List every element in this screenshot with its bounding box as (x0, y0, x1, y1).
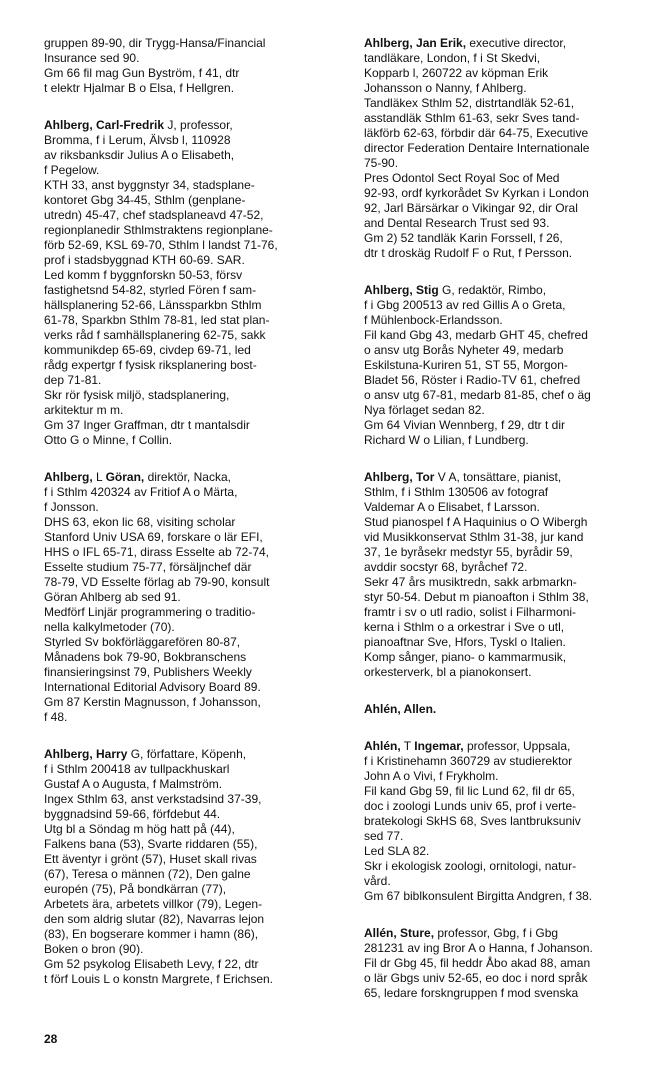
entry-paragraph: Gm 87 Kerstin Magnusson, f Johansson, f 48. (44, 695, 261, 724)
entry-initial: T (400, 739, 415, 753)
entry-paragraph: Fil kand Gbg 59, fil lic Lund 62, fil dr 65, doc i zoologi Lunds univ 65, prof i verte- bratekologi SkHS 68, Sves lantbruksuniv sed 77. (364, 784, 581, 843)
biography-entry (364, 470, 664, 680)
entry-paragraph: Stud pianospel f A Haquinius o O Wibergh vid Musikkonservat Sthlm 31-38, jur kand 37, 1e byråsekr medstyr 55, byrådir 59, avddir socstyr 68, byråchef 72. (364, 515, 588, 574)
entry-given-name: Göran, (105, 470, 145, 484)
entry-given-name: Carl-Fredrik (96, 118, 165, 132)
entry-given-name: Harry (96, 747, 128, 761)
biography-entry (44, 118, 344, 448)
entry-paragraph: Gm 52 psykolog Elisabeth Levy, f 22, dtr t förf Louis L o konstn Margrete, f Erichsen. (44, 957, 273, 986)
entry-paragraph: Gm 66 fil mag Gun Byström, f 41, dtr t elektr Hjalmar B o Elsa, f Hellgren. (44, 66, 240, 95)
entry-surname: Ahlén, (364, 739, 401, 753)
entry-heading (364, 926, 664, 941)
entry-paragraph: Sthlm, f i Sthlm 130506 av fotograf Valdemar A o Elisabet, f Larsson. (364, 485, 549, 514)
entry-heading (364, 739, 664, 754)
entry-surname: Ahlberg, (44, 747, 93, 761)
biography-entry (364, 702, 664, 717)
entry-paragraph: Ingex Sthlm 63, anst verkstadsind 37-39, byggnadsind 59-66, förfdebut 44. (44, 792, 262, 821)
entry-paragraph: Utg bl a Söndag m hög hatt på (44), Falkens bana (53), Svarte riddaren (55), Ett äventyr i grönt (57), Huset skall rivas (67), Teresa o männen (72), Den galne europén (75), På bondkärran (77), Arbetets ära, arbetets villkor (79), Legen- den som aldrig slutar (82), Navarras lejon (83), En bogserare kommer i hamn (86), Boken o bron (90). (44, 822, 265, 956)
entry-paragraph: Pres Odontol Sect Royal Soc of Med 92-93, ordf kyrkorådet Sv Kyrkan i London 92, Jarl Bärsärkar o Vikingar 92, dir Oral and Dental Research Trust sed 93. (364, 171, 589, 230)
entry-heading (364, 36, 664, 51)
biography-entry (364, 36, 664, 261)
entry-paragraph: Bromma, f i Lerum, Älvsb l, 110928 av riksbanksdir Julius A o Elisabeth, f Pegelow. (44, 133, 235, 177)
entry-given-name: Sture, (400, 926, 435, 940)
entry-paragraph: Gm 2) 52 tandläk Karin Forssell, f 26, dtr t droskäg Rudolf F o Rut, f Persson. (364, 231, 573, 260)
entry-paragraph: Sekr 47 års musiktredn, sakk arbmarkn- styr 50-54. Debut m pianoafton i Sthlm 38, framtr i sv o utl radio, solist i Filharmoni- kerna i Sthlm o a orkestrar i Sve o utl, pianoaftnar Sve, Hfors, Tyskl o Italien. (364, 575, 589, 649)
entry-heading (44, 118, 344, 133)
entry-heading (364, 470, 664, 485)
entry-surname: Allén, (364, 926, 397, 940)
entry-paragraph: f i Kristinehamn 360729 av studierektor John A o Vivi, f Frykholm. (364, 754, 573, 783)
entry-surname: Ahlberg, (44, 470, 93, 484)
entry-initial: L (92, 470, 106, 484)
entry-paragraph: Skr rör fysisk miljö, stadsplanering, arkitektur m m. (44, 388, 230, 417)
entry-paragraph: Gm 37 Inger Graffman, dtr t mantalsdir Otto G o Minne, f Collin. (44, 418, 250, 447)
entry-heading (364, 702, 664, 717)
entry-title-line: G, författare, Köpenh, (127, 747, 247, 761)
entry-paragraph: Gm 64 Vivian Wennberg, f 29, dtr t dir Richard W o Lilian, f Lundberg. (364, 418, 565, 447)
entry-heading (44, 747, 344, 762)
biography-entry (364, 926, 664, 1001)
entry-paragraph: Skr i ekologisk zoologi, ornitologi, natur- vård. (364, 859, 577, 888)
entry-given-name: Stig (416, 283, 439, 297)
entry-surname: Ahlberg, (364, 470, 413, 484)
entry-paragraph: Led komm f byggnforskn 50-53, försv fastighetsnd 54-82, styrled Fören f sam- hällsplanering 52-66, Länssparkbn Sthlm 61-78, Sparkbn Sthlm 78-81, led stat plan- verks råd f samhällsplanering 62-75, sakk kommunikdep 65-69, civdep 69-71, led rådg expertgr f fysisk riksplanering bost- dep 71-81. (44, 268, 270, 387)
entry-paragraph: f i Sthlm 200418 av tullpackhuskarl Gustaf A o Augusta, f Malmström. (44, 762, 230, 791)
entry-paragraph: 281231 av ing Bror A o Hanna, f Johanson. Fil dr Gbg 45, fil heddr Åbo akad 88, aman o lär Gbgs univ 52-65, eo doc i nord språk 65, ledare forskngruppen f mod svenska (364, 941, 593, 1000)
entry-paragraph: f i Gbg 200513 av red Gillis A o Greta, f Mühlenbock-Erlandsson. (364, 298, 566, 327)
entry-paragraph: Medförf Linjär programmering o traditio- nella kalkylmetoder (70). (44, 605, 256, 634)
entry-title-line: V A, tonsättare, pianist, (434, 470, 562, 484)
entry-surname: Ahlberg, (364, 283, 413, 297)
entry-heading (364, 283, 664, 298)
entry-given-name: Ingemar, (414, 739, 464, 753)
entry-paragraph: gruppen 89-90, dir Trygg-Hansa/Financial Insurance sed 90. (44, 36, 266, 65)
left-column (44, 36, 344, 1009)
entry-paragraph: tandläkare, London, f i St Skedvi, Kopparb l, 260722 av köpman Erik Johansson o Nanny, f Ahlberg. (364, 51, 549, 95)
entry-surname: Ahlberg, (44, 118, 93, 132)
entry-title-line: G, redaktör, Rimbo, (438, 283, 547, 297)
entry-title-line: professor, Uppsala, (463, 739, 571, 753)
entry-paragraph: Komp sånger, piano- o kammarmusik, orkesterverk, bl a pianokonsert. (364, 650, 567, 679)
entry-title-line: professor, Gbg, f i Gbg (434, 926, 559, 940)
entry-paragraph: KTH 33, anst byggnstyr 34, stadsplane- kontoret Gbg 34-45, Sthlm (genplane- utredn) 45-47, chef stadsplaneavd 47-52, regionplanedir Sthlmstraktens regionplane- förb 52-69, KSL 69-70, Sthlm l landst 71-76, prof i stadsbyggnad KTH 60-69. SAR. (44, 178, 278, 267)
entry-paragraph: Gm 67 biblkonsulent Birgitta Andgren, f 38. (364, 889, 593, 903)
entry-paragraph: f i Sthlm 420324 av Fritiof A o Märta, f Jonsson. (44, 485, 238, 514)
biography-entry (44, 470, 344, 725)
biography-entry (44, 747, 344, 987)
biography-entry (364, 739, 664, 904)
entry-paragraph: Tandläkex Sthlm 52, distrtandläk 52-61, asstandläk Sthlm 61-63, sekr Sves tand- läkförb 62-63, förbdir där 64-75, Executive director Federation Dentaire Internationale 75-90. (364, 96, 590, 170)
entry-given-name: Jan Erik, (416, 36, 467, 50)
entry-paragraph: Styrled Sv bokförläggarefören 80-87, Månadens bok 79-90, Bokbranschens finansieringsinst 79, Publishers Weekly International Editorial Advisory Board 89. (44, 635, 261, 694)
entry-title-line: direktör, Nacka, (144, 470, 231, 484)
right-column (364, 36, 664, 1023)
page-number: 28 (44, 1032, 58, 1046)
entry-surname: Ahlén, Allen. (364, 702, 437, 716)
biography-entry (44, 36, 344, 96)
entry-title-line: executive director, (466, 36, 567, 50)
biography-entry (364, 283, 664, 448)
entry-title-line: J, professor, (164, 118, 233, 132)
entry-surname: Ahlberg, (364, 36, 413, 50)
entry-paragraph: Fil kand Gbg 43, medarb GHT 45, chefred o ansv utg Borås Nyheter 49, medarb Eskilstuna-Kuriren 51, ST 55, Morgon- Bladet 56, Röster i Radio-TV 61, chefred o ansv utg 67-81, medarb 81-85, chef o äg Nya förlaget sedan 82. (364, 328, 591, 417)
entry-heading (44, 470, 344, 485)
entry-given-name: Tor (416, 470, 435, 484)
entry-paragraph: DHS 63, ekon lic 68, visiting scholar Stanford Univ USA 69, forskare o lär EFI, HHS o IFL 65-71, dirass Esselte ab 72-74, Esselte studium 75-77, försäljnchef där 78-79, VD Esselte förlag ab 79-90, konsult Göran Ahlberg ab sed 91. (44, 515, 270, 604)
entry-paragraph: Led SLA 82. (364, 844, 430, 858)
